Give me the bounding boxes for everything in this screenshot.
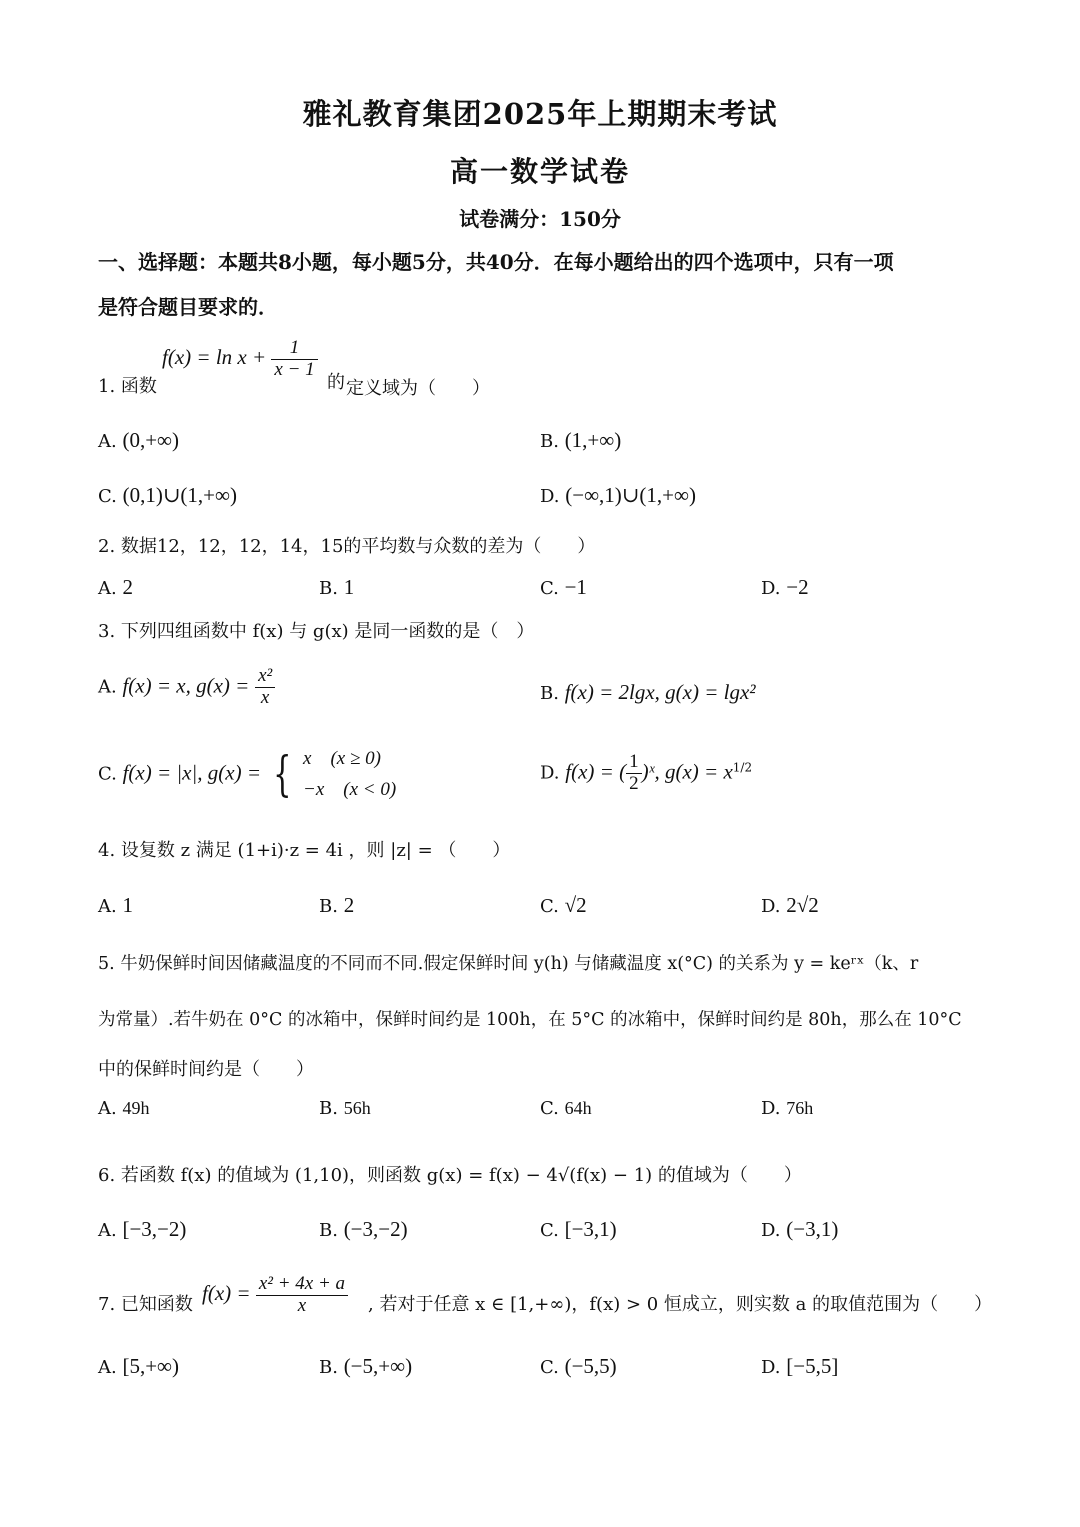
section-heading-cont: 是符合题目要求的． [98, 295, 278, 319]
q1-option-a: A. (0,+∞) [98, 428, 180, 452]
q2-option-a: A. 2 [98, 575, 133, 599]
left-brace: { [272, 746, 292, 803]
piecewise-cases: x (x ≥ 0) −x (x < 0) [303, 748, 397, 801]
question-7-suffix: , 若对于任意 x ∈ [1,+∞)，f(x) > 0 恒成立，则实数 a 的取值范围为（ ） [368, 1294, 993, 1315]
question-5-line-2: 为常量）.若牛奶在 0°C 的冰箱中，保鲜时间约是 100h，在 5°C 的冰箱中，保鲜时间约是 80h，那么在 10°C [98, 1010, 962, 1030]
q1-option-b: B. (1,+∞) [540, 428, 622, 452]
q7-option-d: D. [−5,5] [761, 1354, 839, 1378]
question-5-line-1: 5. 牛奶保鲜时间因储藏温度的不同而不同.假定保鲜时间 y(h) 与储藏温度 x(°C) 的关系为 y = keʳˣ（k、r [98, 954, 919, 974]
q6-option-d: D. (−3,1) [761, 1217, 839, 1241]
fraction: $\frac{1}{x - 1}$ [271, 338, 317, 381]
q3-option-a: A. f(x) = x, g(x) = $\frac{\text{x²}}{x}$ [98, 666, 275, 709]
q2-option-c: C. −1 [540, 575, 587, 599]
question-7-function: f(x) = $\frac{\text{x² + 4x + a}}{x}$ [202, 1274, 348, 1317]
q3-option-d: D. f(x) = ( $\frac{1}{2}$ )ˣ, $g(x) = x^{1/2}$ [540, 751, 753, 794]
q4-option-c: C. √2 [540, 893, 587, 917]
section-heading: 一、选择题：本题共8小题，每小题5分，共40分．在每小题给出的四个选项中，只有一项 [98, 250, 894, 274]
q6-option-a: A. [−3,−2) [98, 1217, 187, 1241]
question-1-de: 的 [327, 372, 345, 393]
q4-option-a: A. 1 [98, 893, 133, 917]
q5-option-c: C. 64h [540, 1098, 592, 1119]
q4-option-b: B. 2 [319, 893, 355, 917]
question-4: 4. 设复数 z 满足 (1+i)·z = 4i ，则 |z| = （ ） [98, 840, 511, 861]
q2-option-d: D. −2 [761, 575, 809, 599]
q5-option-d: D. 76h [761, 1098, 814, 1119]
question-5-line-3: 中的保鲜时间约是（ ） [98, 1059, 314, 1080]
score-line: 试卷满分：150分 [459, 207, 621, 231]
question-1-prefix: 1. 函数 [98, 376, 157, 397]
q1-option-d: D. (−∞,1)∪(1,+∞) [540, 483, 696, 507]
q7-option-b: B. (−5,+∞) [319, 1354, 413, 1378]
fraction: $\frac{1}{2}$ [626, 752, 642, 795]
q7-option-a: A. [5,+∞) [98, 1354, 180, 1378]
q2-option-b: B. 1 [319, 575, 355, 599]
q1-option-c: C. (0,1)∪(1,+∞) [98, 483, 237, 507]
q6-option-c: C. [−3,1) [540, 1217, 617, 1241]
q3-option-b: B. f(x) = 2lgx, g(x) = lgx² [540, 680, 756, 704]
question-6: 6. 若函数 f(x) 的值域为 (1,10)，则函数 g(x) = f(x) − 4√(f(x) − 1) 的值域为（ ） [98, 1165, 802, 1186]
q7-option-c: C. (−5,5) [540, 1354, 617, 1378]
fraction: $\frac{\text{x² + 4x + a}}{x}$ [256, 1274, 348, 1317]
fraction: $\frac{\text{x²}}{x}$ [255, 666, 275, 709]
question-2: 2. 数据12，12，12，14，15的平均数与众数的差为（ ） [98, 536, 596, 557]
q5-option-a: A. 49h [98, 1098, 150, 1119]
exam-subtitle: 高一数学试卷 [449, 155, 630, 188]
question-3: 3. 下列四组函数中 f(x) 与 g(x) 是同一函数的是（ ） [98, 621, 535, 642]
question-7-prefix: 7. 已知函数 [98, 1294, 193, 1315]
question-1-function: f(x) = ln x + $\frac{1}{x - 1}$ [162, 338, 318, 381]
q5-option-b: B. 56h [319, 1098, 371, 1119]
q6-option-b: B. (−3,−2) [319, 1217, 408, 1241]
question-1-suffix: 定义域为（ ） [346, 378, 490, 399]
q4-option-d: D. 2√2 [761, 893, 819, 917]
q3-option-c: C. f(x) = |x|, g(x) = { x (x ≥ 0) −x (x < 0) [98, 743, 396, 806]
exam-title: 雅礼教育集团2025年上期期末考试 [302, 97, 778, 131]
